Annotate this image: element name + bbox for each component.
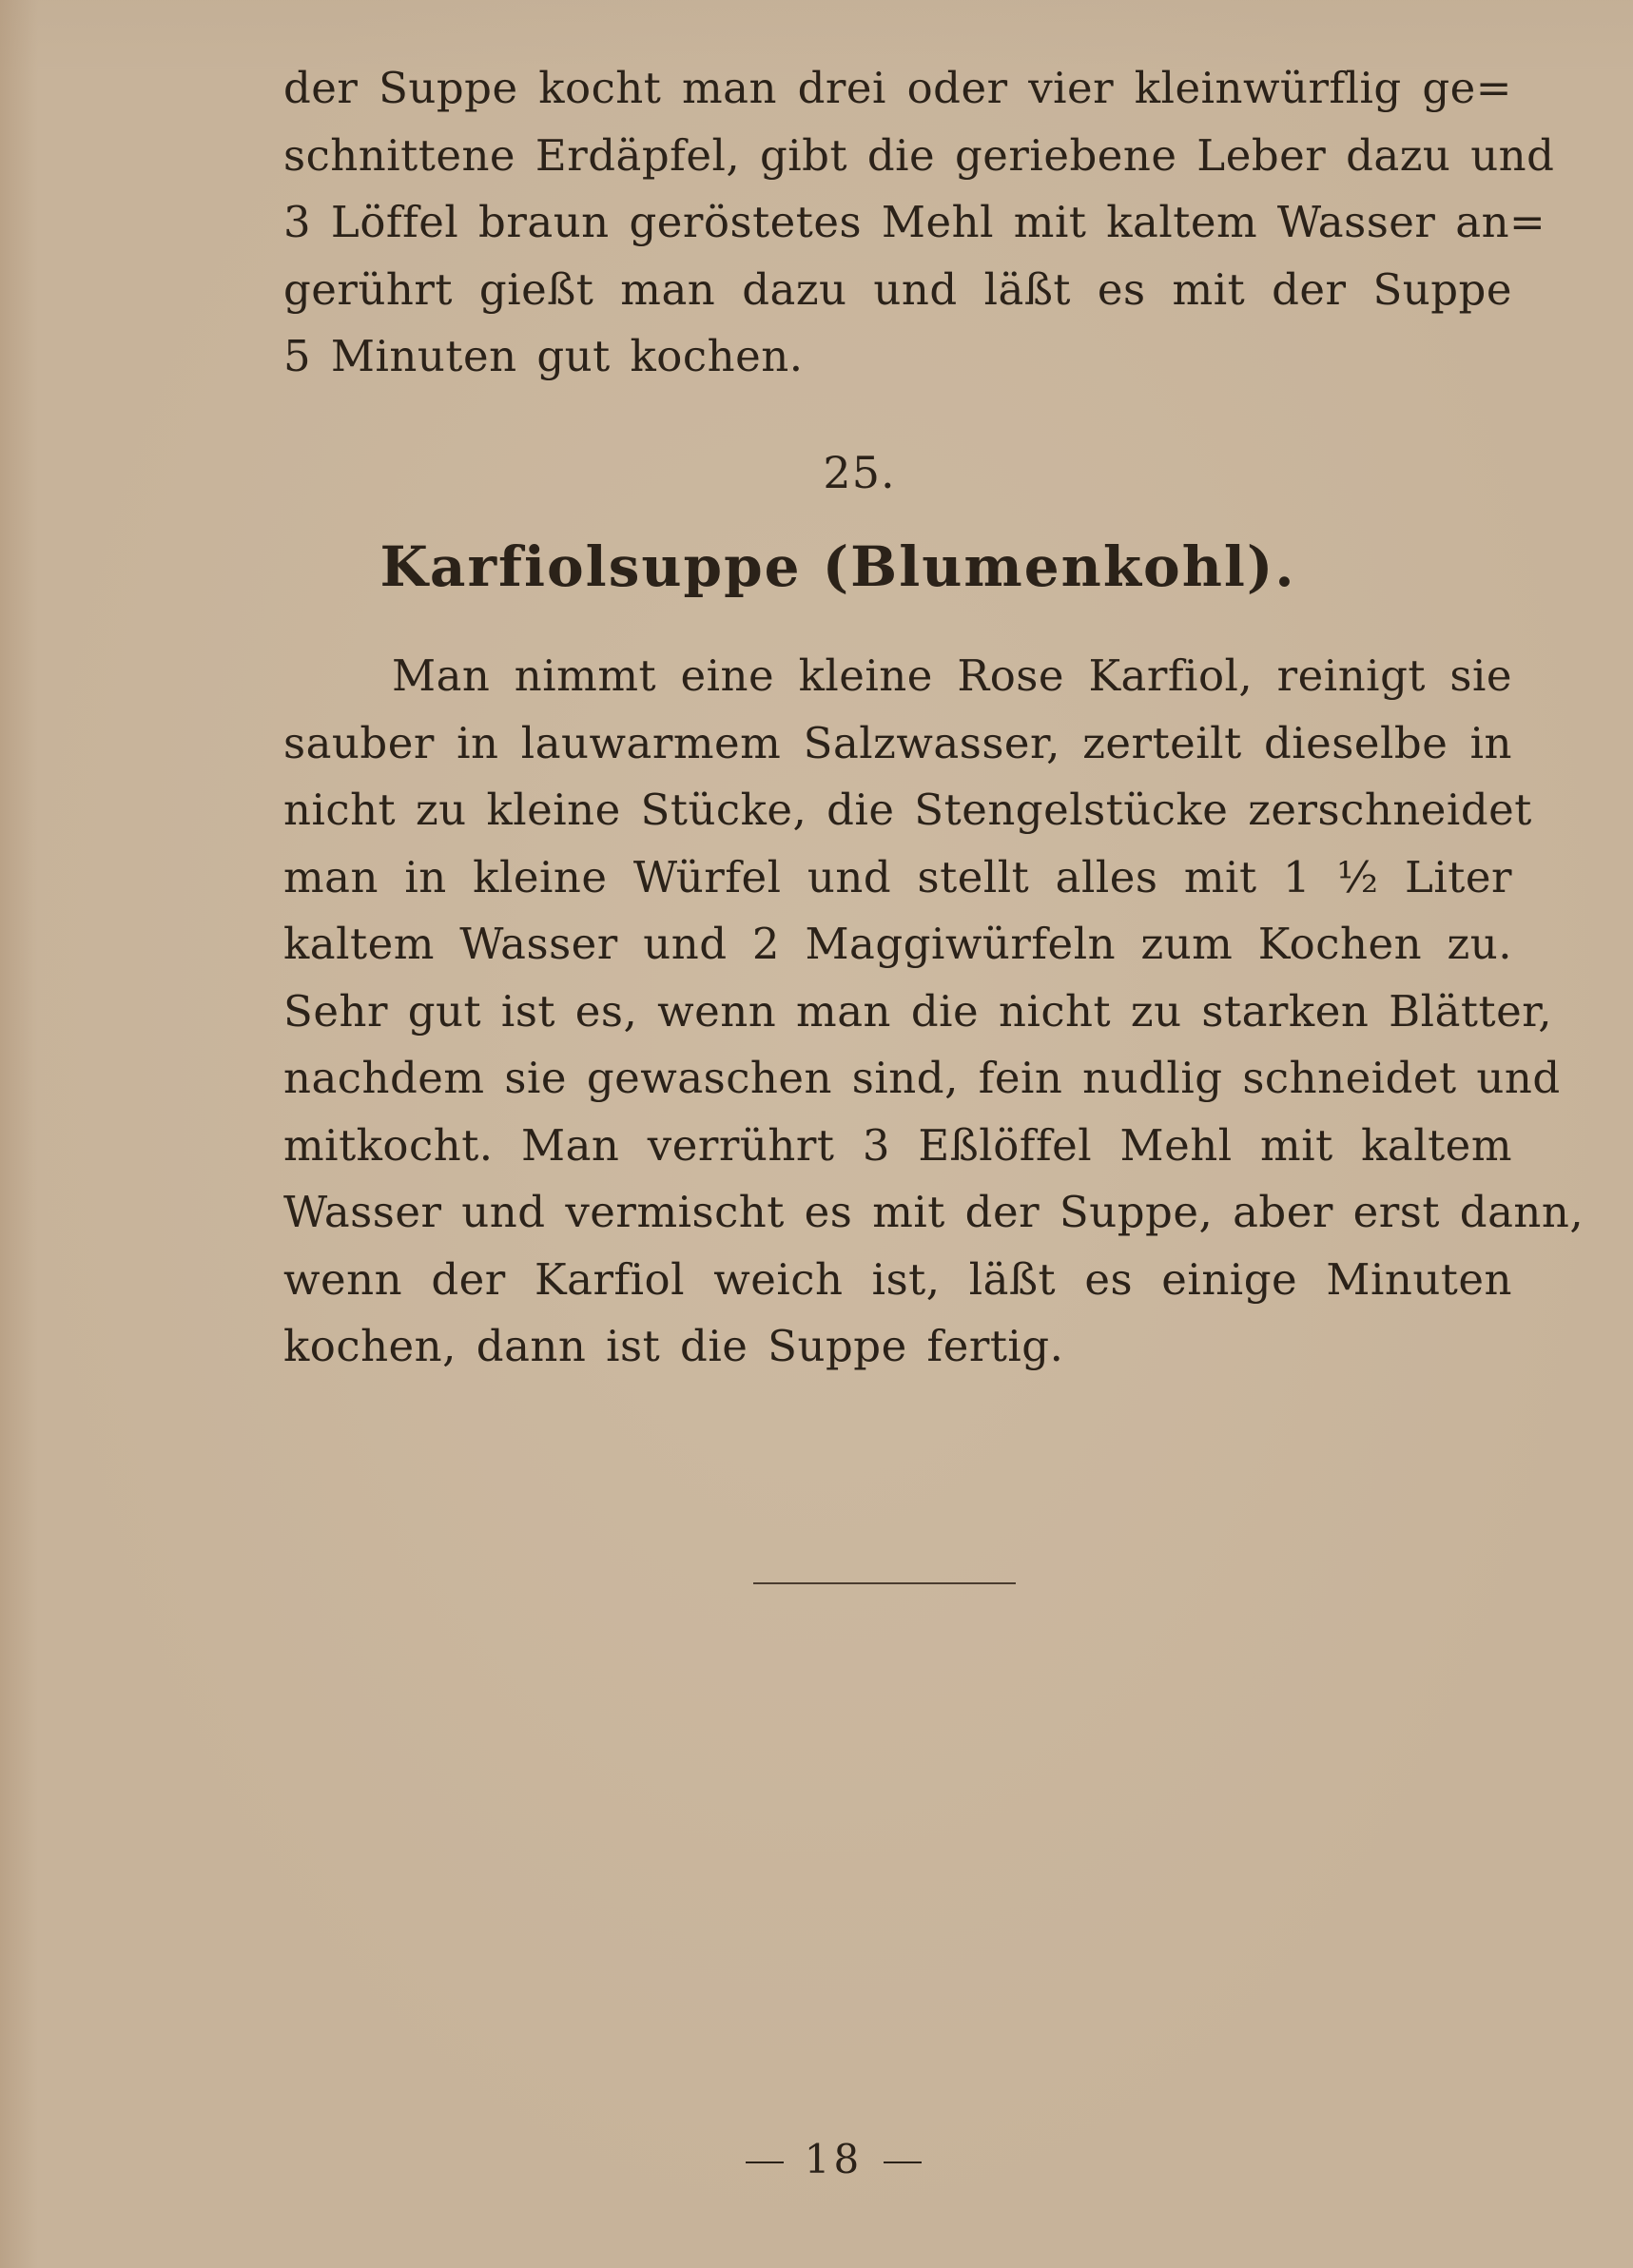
recipe-line: nachdem sie gewaschen sind, fein nudlig schneidet und bbox=[283, 1053, 1561, 1103]
recipe-line: kaltem Wasser und 2 Maggiwürfeln zum Kochen zu. bbox=[283, 919, 1512, 969]
recipe-line: kochen, dann ist die Suppe fertig. bbox=[283, 1321, 1064, 1371]
recipe-line: sauber in lauwarmem Salzwasser, zerteilt dieselbe in bbox=[283, 717, 1512, 768]
recipe-number: 25. bbox=[823, 447, 896, 498]
recipe-line: nicht zu kleine Stücke, die Stengelstücke zerschneidet bbox=[283, 785, 1532, 835]
intro-line: gerührt gießt man dazu und läßt es mit der Suppe bbox=[283, 263, 1512, 315]
section-divider bbox=[753, 1582, 1016, 1584]
recipe-line: man in kleine Würfel und stellt alles mit 1 ½ Liter bbox=[283, 851, 1512, 902]
recipe-body bbox=[283, 643, 1584, 1381]
intro-line: 3 Löffel braun geröstetes Mehl mit kaltem Wasser an= bbox=[283, 197, 1546, 247]
recipe-line: Sehr gut ist es, wenn man die nicht zu starken Blätter, bbox=[283, 985, 1553, 1037]
recipe-line: Man nimmt eine kleine Rose Karfiol, reinigt sie bbox=[392, 650, 1512, 701]
folio-dash-right bbox=[884, 2161, 922, 2163]
intro-paragraph bbox=[283, 55, 1555, 391]
page-number bbox=[0, 2136, 1633, 2182]
intro-line: schnittene Erdäpfel, gibt die geriebene Leber dazu und bbox=[283, 129, 1555, 181]
recipe-line: mitkocht. Man verrührt 3 Eßlöffel Mehl mit kaltem bbox=[283, 1119, 1512, 1171]
folio-dash-left bbox=[746, 2161, 784, 2163]
page-number-value: 18 bbox=[804, 2136, 864, 2182]
intro-line: 5 Minuten gut kochen. bbox=[283, 331, 804, 381]
recipe-title: Karfiolsuppe (Blumenkohl). bbox=[379, 534, 1296, 599]
recipe-line: Wasser und vermischt es mit der Suppe, aber erst dann, bbox=[283, 1187, 1584, 1237]
intro-line: der Suppe kocht man drei oder vier kleinwürflig ge= bbox=[283, 63, 1512, 113]
recipe-line: wenn der Karfiol weich ist, läßt es einige Minuten bbox=[283, 1253, 1512, 1305]
